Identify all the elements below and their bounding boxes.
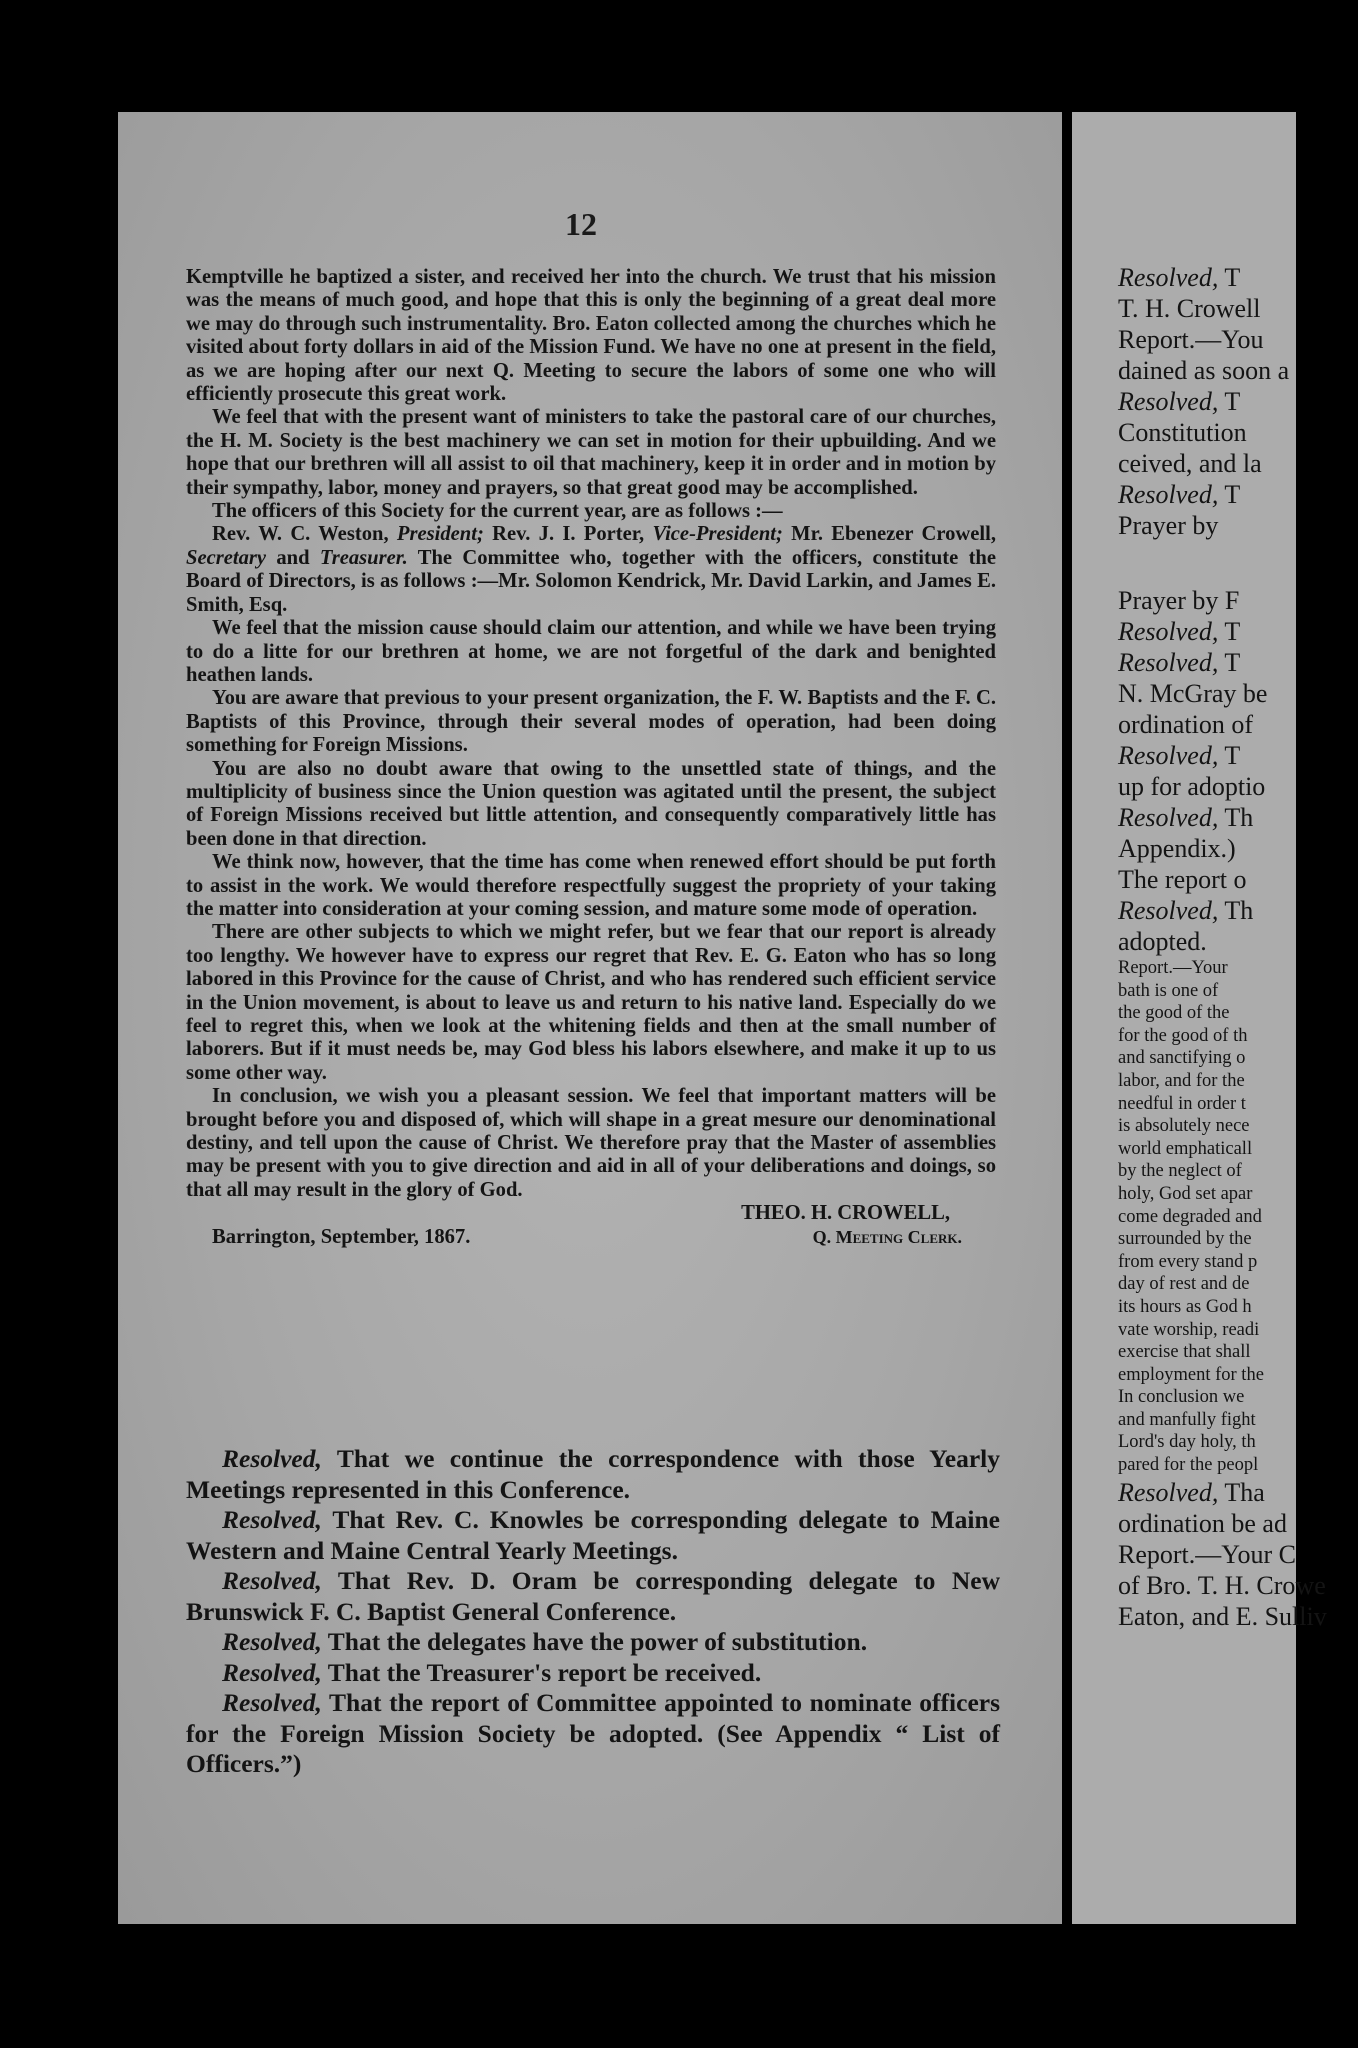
right-page-line: ordination be ad: [1118, 1508, 1287, 1538]
right-page-line: surrounded by the: [1118, 1229, 1252, 1250]
right-page-line: The report o: [1118, 865, 1247, 894]
officers-paragraph: [186, 523, 996, 617]
paragraph: You are also no doubt aware that owing to the unsettled state of things, and the multiplicity of business since the Union question was agitated until the present, the subject of Foreign Missions received but little attention, and consequently comparatively little has been done in that direction.: [186, 757, 996, 850]
right-page-line: Resolved, T: [1118, 648, 1241, 677]
right-page-line: needful in order t: [1118, 1093, 1246, 1114]
right-page-line: and manfully fight: [1118, 1409, 1256, 1430]
resolution-text: That Rev. C. Knowles be corresponding delegate to Maine Western and Maine Central Yearly Meetings.: [186, 1505, 1000, 1565]
right-page-line: ceived, and la: [1118, 449, 1262, 478]
right-page-line: Resolved, T: [1118, 263, 1241, 292]
resolved-word: Resolved,: [222, 1444, 322, 1473]
signature-name: THEO. H. CROWELL,: [741, 1202, 950, 1225]
paragraph: We think now, however, that the time has come when renewed effort should be put forth to assist in the work. We would therefore respectfully suggest the propriety of your taking the matter into consideration at your coming session, and mature some mode of operation.: [186, 851, 996, 920]
right-page-text: [1118, 262, 1358, 1632]
right-page-line: N. McGray be: [1118, 679, 1268, 708]
paragraph: There are other subjects to which we might refer, but we fear that our report is already too lengthy. We however have to express our regret that Rev. E. G. Eaton who has so long labored in this Province for the cause of Christ, and who has rendered such efficient service in the Union movement, is about to leave us and return to his native land. Especially do we feel to regret this, when we look at the whitening fields and then at the small number of laborers. But if it must needs be, may God bless his labors elsewhere, and make it up to us some other way.: [186, 921, 996, 1084]
right-page-line: [1118, 563, 1358, 585]
resolution: [186, 1505, 1000, 1566]
paragraph: You are aware that previous to your present organization, the F. W. Baptists and the F. C. Baptists of this Province, through their several modes of operation, had been doing something for Foreign Missions.: [186, 687, 996, 757]
officer-role: Secretary: [186, 546, 267, 569]
right-page-line: T. H. Crowell: [1118, 294, 1261, 323]
right-page-line: the good of the: [1118, 1003, 1230, 1024]
resolution-text: That we continue the correspondence with those Yearly Meetings represented in this Conference.: [186, 1444, 1000, 1504]
paragraph: The officers of this Society for the current year, are as follows :—: [212, 500, 783, 523]
right-page-line: Prayer by: [1118, 511, 1219, 540]
right-page-line: by the neglect of: [1118, 1161, 1242, 1182]
paragraph: Kemptville he baptized a sister, and received her into the church. We trust that his mission was the means of much good, and hope that this is only the beginning of a great deal more we may do through such instrumentality. Bro. Eaton collected among the churches which he visited about forty dollars in aid of the Mission Fund. We have no one at present in the field, as we are hoping after our next Q. Meeting to secure the labors of some one who will efficiently prosecute this great work.: [186, 266, 996, 406]
report-text: [186, 266, 996, 1249]
right-page-line: Report.—Your C: [1118, 1539, 1296, 1569]
right-page-line: day of rest and de: [1118, 1274, 1250, 1295]
right-page-line: is absolutely nece: [1118, 1116, 1250, 1137]
resolution: [186, 1658, 1000, 1689]
right-page-line: Eaton, and E. Sulliv: [1118, 1601, 1327, 1631]
right-page-line: Resolved, T: [1118, 480, 1241, 509]
page-number: 12: [565, 206, 597, 242]
right-page-line: Appendix.): [1118, 834, 1236, 863]
resolution-text: That Rev. D. Oram be corresponding delegate to New Brunswick F. C. Baptist General Conference.: [186, 1566, 1001, 1626]
paragraph: We feel that the mission cause should claim our attention, and while we have been trying to do a litte for our brethren at home, we are not forgetful of the dark and benighted heathen lands.: [186, 617, 996, 686]
resolved-word: Resolved,: [222, 1688, 322, 1717]
right-page-line: bath is one of: [1118, 980, 1219, 1001]
right-page-line: labor, and for the: [1118, 1070, 1245, 1091]
resolutions: [186, 1444, 1000, 1780]
resolved-word: Resolved,: [222, 1566, 322, 1595]
right-page-line: Resolved, T: [1118, 741, 1241, 770]
right-page-line: [1118, 541, 1358, 563]
right-page-line: exercise that shall: [1118, 1342, 1251, 1363]
officer-text: Rev. J. I. Porter,: [492, 523, 645, 546]
right-page-line: Report.—Your: [1118, 958, 1228, 978]
paragraph: We feel that with the present want of ministers to take the pastoral care of our churches, the H. M. Society is the best machinery we can set in motion for their upbuilding. And we hope that our brethren will all assist to oil that machinery, keep it in order and in motion by their sympathy, labor, money and prayers, so that great good may be accomplished.: [186, 406, 996, 499]
officer-text: Mr. Ebenezer Crowell,: [791, 523, 997, 546]
right-page-line: holy, God set apar: [1118, 1183, 1253, 1204]
right-page-line: of Bro. T. H. Crowe: [1118, 1570, 1326, 1600]
resolution: [186, 1627, 1000, 1658]
officer-text: Rev. W. C. Weston,: [212, 523, 389, 546]
right-page-line: Resolved, Th: [1118, 803, 1254, 832]
resolved-word: Resolved,: [222, 1627, 322, 1656]
resolution: [186, 1566, 1000, 1627]
right-page-line: its hours as God h: [1118, 1296, 1252, 1317]
right-page-line: vate worship, readi: [1118, 1319, 1260, 1340]
right-page-line: Lord's day holy, th: [1118, 1432, 1256, 1453]
right-page-line: pared for the peopl: [1118, 1455, 1259, 1476]
right-page-line: Prayer by F: [1118, 586, 1240, 615]
resolution-text: That the delegates have the power of substitution.: [327, 1627, 868, 1656]
signature-role: Q. Meeting Clerk.: [812, 1226, 962, 1247]
right-page-line: Resolved, Tha: [1118, 1477, 1265, 1507]
right-page-line: employment for the: [1118, 1364, 1264, 1385]
right-page-line: from every stand p: [1118, 1251, 1258, 1272]
right-page-line: Constitution: [1118, 418, 1247, 447]
officer-role: Treasurer.: [319, 546, 408, 569]
resolution: [186, 1444, 1000, 1505]
right-page-line: come degraded and: [1118, 1206, 1262, 1227]
resolution-text: That the report of Committee appointed to nominate officers for the Foreign Mission Society be adopted. (See Appendix “ List of Officers.”): [186, 1688, 1000, 1778]
right-page-line: Report.—You: [1118, 325, 1264, 354]
right-page-line: and sanctifying o: [1118, 1048, 1246, 1069]
resolution-text: That the Treasurer's report be received.: [327, 1657, 762, 1687]
right-page-line: Resolved, Th: [1118, 896, 1254, 925]
right-page-line: dained as soon a: [1118, 356, 1290, 385]
paragraph: In conclusion, we wish you a pleasant session. We feel that important matters will be brought before you and disposed of, which will shape in a great mesure our denominational destiny, and tell upon the cause of Christ. We therefore pray that the Master of assemblies may be present with you to give direction and aid in all of your deliberations and doings, so that all may result in the glory of God.: [186, 1085, 996, 1201]
right-page-line: ordination of: [1118, 710, 1254, 739]
right-page-line: Resolved, T: [1118, 617, 1241, 646]
signature-place-date: Barrington, September, 1867.: [212, 1225, 471, 1248]
officer-text: The Committee who, together with the officers, constitute the Board of Directors, is as follows :—Mr. Solomon Kendrick, Mr. David Larkin, and James E. Smith, Esq.: [186, 546, 997, 616]
right-page-line: Resolved, T: [1118, 387, 1241, 416]
officer-text: and: [276, 546, 310, 569]
right-page-line: In conclusion we: [1118, 1387, 1245, 1408]
resolved-word: Resolved,: [222, 1657, 322, 1687]
resolution: [186, 1688, 1000, 1780]
resolved-word: Resolved,: [222, 1505, 322, 1534]
officer-role: Vice-President;: [652, 523, 783, 546]
right-page-line: up for adoptio: [1118, 772, 1266, 801]
right-page-line: for the good of th: [1118, 1025, 1248, 1046]
signature-block: [186, 1202, 996, 1248]
officer-role: President;: [396, 523, 484, 546]
right-page-line: world emphaticall: [1118, 1138, 1253, 1159]
right-page-line: adopted.: [1118, 927, 1207, 956]
right-page-fragment: [1072, 112, 1327, 1924]
